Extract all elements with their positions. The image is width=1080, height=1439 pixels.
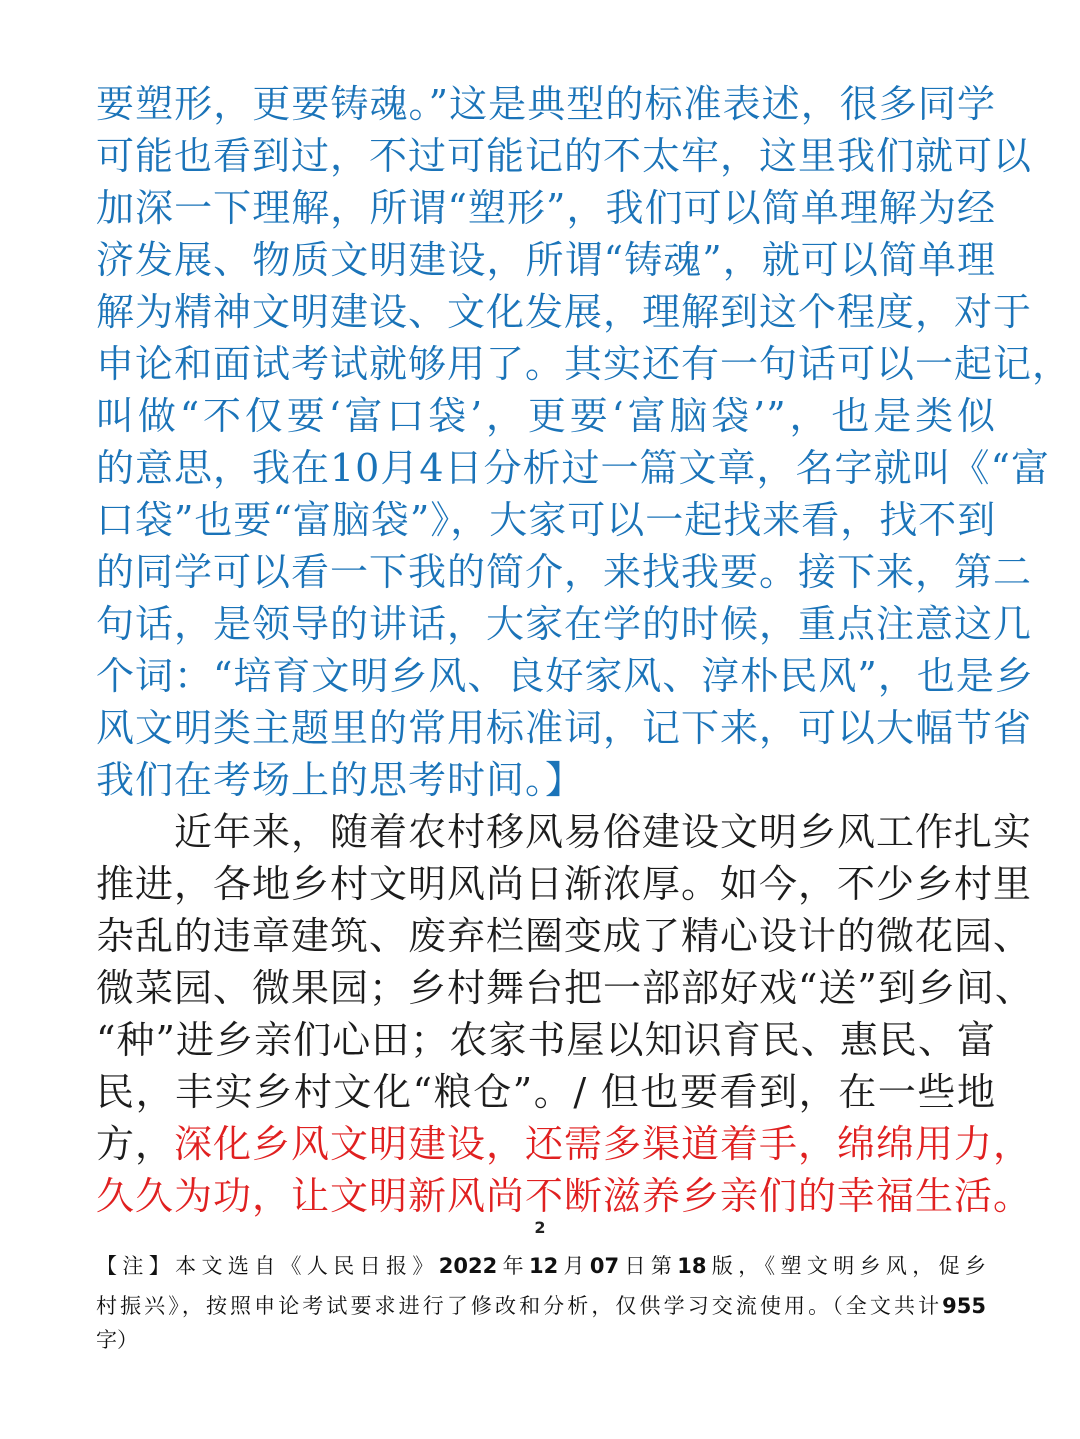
analysis-line: 解为精神文明建设、文化发展，理解到这个程度，对于 xyxy=(96,290,1033,334)
body-line: 杂乱的违章建筑、废弃栏圈变成了精心设计的微花园、 xyxy=(96,914,1033,958)
note-month: 12 xyxy=(528,1254,559,1278)
note-day: 07 xyxy=(589,1254,620,1278)
analysis-line: 的同学可以看一下我的简介，来找我要。接下来，第二 xyxy=(96,550,1033,594)
note-page: 18 xyxy=(677,1254,707,1278)
mixed-line xyxy=(96,1118,1033,1170)
analysis-line: 济发展、物质文明建设，所谓“铸魂”，就可以简单理 xyxy=(96,238,996,282)
note-text: 【注】本文选自《人民日报》 xyxy=(96,1254,439,1278)
note-word-count: 955 xyxy=(942,1294,986,1318)
note-line: 字） xyxy=(96,1328,138,1352)
note-text: 年 xyxy=(497,1254,529,1278)
note-line xyxy=(96,1290,986,1322)
highlight-line: 久久为功，让文明新风尚不断滋养乡亲们的幸福生活。 xyxy=(96,1174,1033,1218)
body-text-fragment: 方， xyxy=(96,1122,175,1166)
highlight-text: 深化乡风文明建设，还需多渠道着手，绵绵用力， xyxy=(174,1122,1033,1166)
body-line: 近年来，随着农村移风易俗建设文明乡风工作扎实 xyxy=(96,810,1033,854)
analysis-line: 我们在考场上的思考时间。】 xyxy=(96,758,585,802)
body-line: 民，丰实乡村文化“粮仓”。/ 但也要看到，在一些地 xyxy=(96,1070,996,1114)
analysis-line: 口袋”也要“富脑袋”》，大家可以一起找来看，找不到 xyxy=(96,498,997,542)
analysis-line: 个词：“培育文明乡风、良好家风、淳朴民风”，也是乡 xyxy=(96,654,1034,698)
analysis-line: 句话，是领导的讲话，大家在学的时候，重点注意这几 xyxy=(96,602,1033,646)
page-number: 2 xyxy=(534,1218,546,1237)
note-year: 2022 xyxy=(438,1254,498,1278)
note-text: 月 xyxy=(558,1254,590,1278)
note-text: 村振兴》，按照申论考试要求进行了修改和分析，仅供学习交流使用。（全文共计 xyxy=(96,1294,943,1318)
analysis-line: 申论和面试考试就够用了。其实还有一句话可以一起记， xyxy=(96,342,1072,386)
analysis-line: 要塑形，更要铸魂。”这是典型的标准表述，很多同学 xyxy=(96,82,996,126)
analysis-line: 可能也看到过，不过可能记的不太牢，这里我们就可以 xyxy=(96,134,1033,178)
body-line: 微菜园、微果园；乡村舞台把一部部好戏“送”到乡间、 xyxy=(96,966,1034,1010)
body-line: 推进，各地乡村文明风尚日渐浓厚。如今，不少乡村里 xyxy=(96,862,1033,906)
analysis-line: 风文明类主题里的常用标准词，记下来，可以大幅节省 xyxy=(96,706,1033,750)
body-line: “种”进乡亲们心田；农家书屋以知识育民、惠民、富 xyxy=(96,1018,996,1062)
note-text: 日第 xyxy=(619,1254,678,1278)
analysis-line: 加深一下理解，所谓“塑形”，我们可以简单理解为经 xyxy=(96,186,996,230)
analysis-line: 叫做“不仅要‘富口袋’，更要‘富脑袋’”，也是类似 xyxy=(96,394,996,438)
analysis-line: 的意思，我在10月4日分析过一篇文章，名字就叫《“富 xyxy=(96,446,1050,490)
note-text: 版，《塑文明乡风，促乡 xyxy=(706,1254,987,1278)
note-line xyxy=(96,1250,986,1282)
